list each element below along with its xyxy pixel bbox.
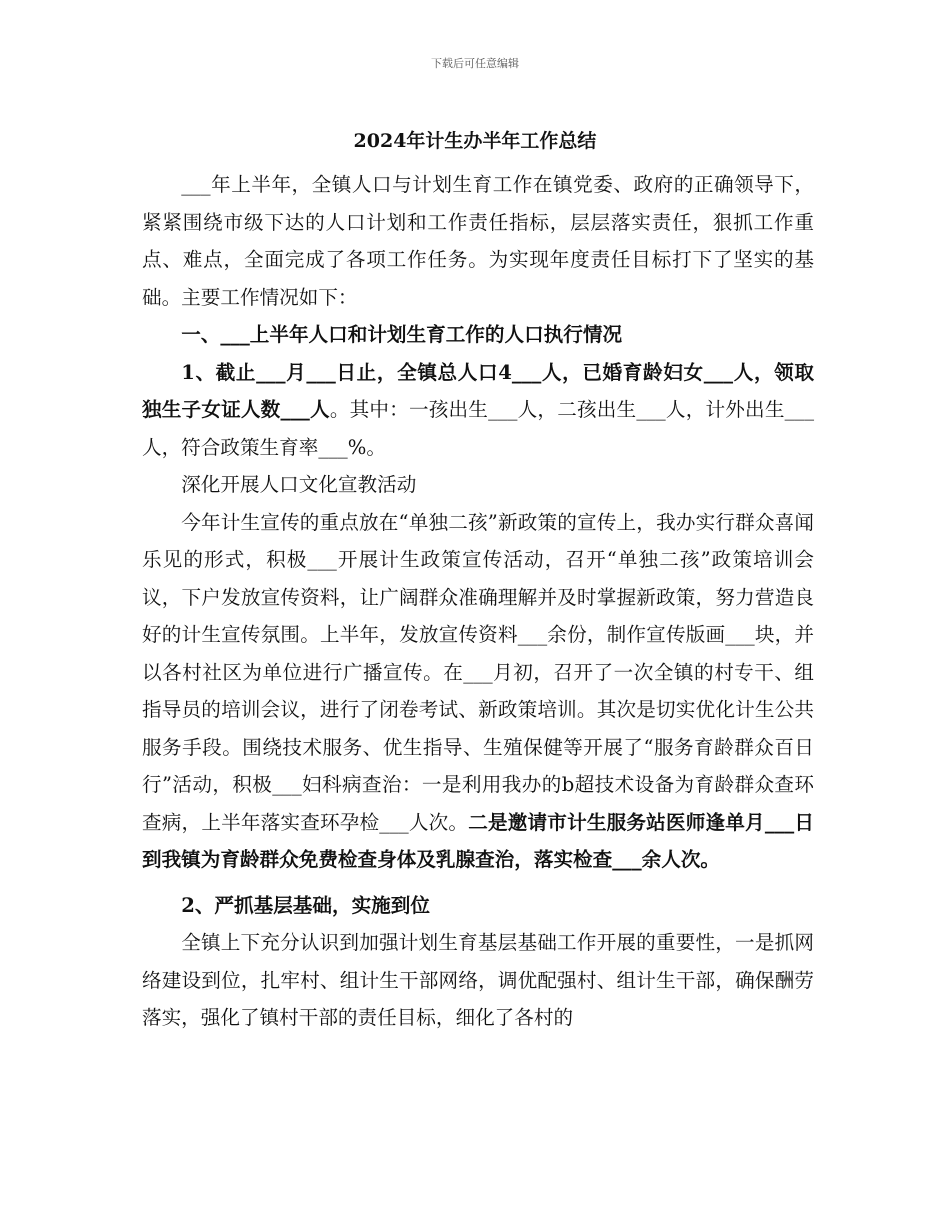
sub-heading: 深化开展人口文化宣教活动 xyxy=(181,473,417,496)
intro-paragraph: ___年上半年，全镇人口与计划生育工作在镇党委、政府的正确领导下，紧紧围绕市级下达的人口计划和工作责任指标，层层落实责任，狠抓工作重点、难点，全面完成了各项工作任务。为实现年度责任目标打下了坚实的基础。主要工作情况如下： xyxy=(142,173,814,309)
grassroots-paragraph: 全镇上下充分认识到加强计划生育基层基础工作开展的重要性，一是抓网络建设到位，扎牢村、组计生干部网络，调优配强村、组计生干部，确保酬劳落实，强化了镇村干部的责任目标，细化了各村的 xyxy=(142,931,814,1029)
document-body xyxy=(142,166,814,1037)
publicity-paragraph xyxy=(142,504,814,879)
item1-bold-text: 1、截止___月___日止，全镇总人口4___人，已婚育龄妇女___人，领取独生子女证人数___人 xyxy=(142,360,814,421)
page-header-note: 下载后可任意编辑 xyxy=(431,57,519,70)
publicity-bold-text: 二是邀请市计生服务站医师逢单月___日到我镇为育龄群众免费检查身体及乳腺查治，落实检查___余人次。 xyxy=(142,810,814,871)
item1-paragraph xyxy=(142,354,814,467)
item1-rest-text: 。其中：一孩出生___人，二孩出生___人，计外出生___人，符合政策生育率___%。 xyxy=(142,398,814,459)
section1-heading: 一、___上半年人口和计划生育工作的人口执行情况 xyxy=(181,323,623,346)
document-title: 2024年计生办半年工作总结 xyxy=(353,130,597,152)
publicity-normal-text: 今年计生宣传的重点放在“单独二孩”新政策的宣传上，我办实行群众喜闻乐见的形式，积极___开展计生政策宣传活动，召开“单独二孩”政策培训会议，下户发放宣传资料，让广阔群众准确理解并及时掌握新政策，努力营造良好的计生宣传氛围。上半年，发放宣传资料___余份，制作宣传版画___块，并以各村社区为单位进行广播宣传。在___月初，召开了一次全镇的村专干、组指导员的培训会议，进行了闭卷考试、新政策培训。其次是切实优化计生公共服务手段。围绕技术服务、优生指导、生殖保健等开展了“服务育龄群众百日行”活动，积极___妇科病查治：一是利用我办的b超技术设备为育龄群众查环查病，上半年落实查环孕检___人次。 xyxy=(142,510,814,834)
item2-heading: 2、严抓基层基础，实施到位 xyxy=(181,893,430,917)
